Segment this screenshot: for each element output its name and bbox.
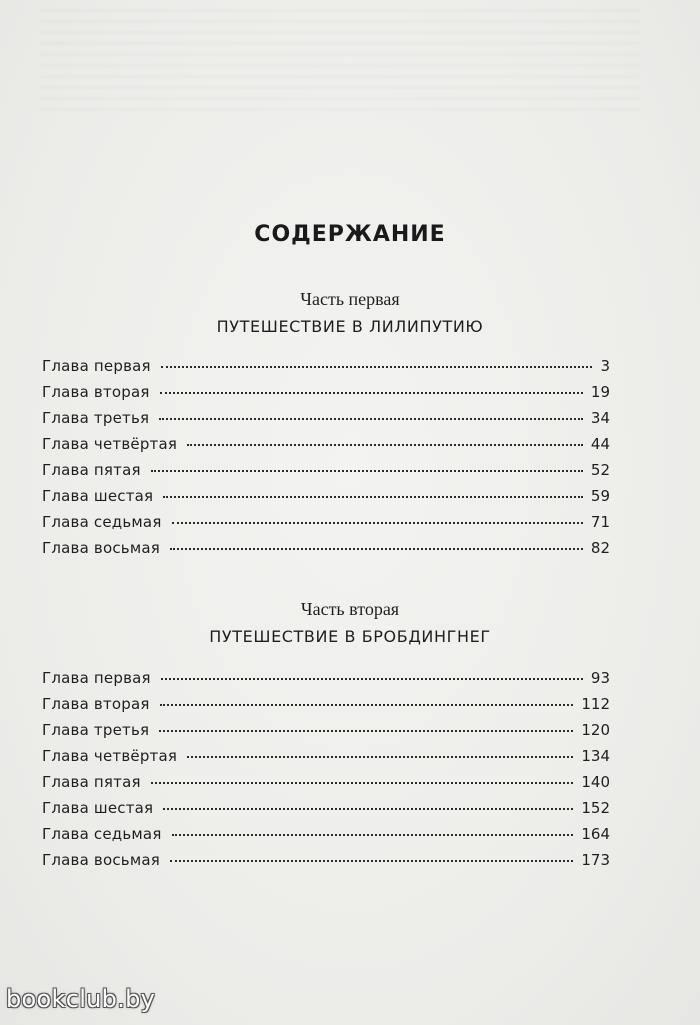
page-number: 164 <box>581 825 610 843</box>
dot-leader <box>160 703 574 706</box>
dot-leader <box>187 755 573 758</box>
chapter-label: Глава вторая <box>42 383 150 401</box>
dot-leader <box>172 521 583 524</box>
chapter-label: Глава восьмая <box>42 851 160 869</box>
dot-leader <box>160 391 583 394</box>
part-2-title: ПУТЕШЕСТВИЕ В БРОБДИНГНЕГ <box>209 627 491 646</box>
dot-leader <box>151 469 583 472</box>
page-number: 34 <box>590 409 610 427</box>
page-number: 82 <box>590 539 610 557</box>
toc-entry[interactable] <box>42 721 610 747</box>
toc-entry[interactable] <box>42 851 610 877</box>
dot-leader <box>163 495 583 498</box>
chapter-label: Глава пятая <box>42 461 141 479</box>
chapter-label: Глава четвёртая <box>42 435 178 453</box>
chapter-label: Глава седьмая <box>42 513 162 531</box>
page-number: 140 <box>581 773 610 791</box>
part-2-label: Часть вторая <box>300 599 400 619</box>
toc-entry[interactable] <box>42 799 610 825</box>
page-number: 59 <box>590 487 610 505</box>
part-1-title: ПУТЕШЕСТВИЕ В ЛИЛИПУТИЮ <box>216 317 484 336</box>
dot-leader <box>170 547 583 550</box>
part-1-chapter-list <box>42 357 610 565</box>
toc-entry[interactable] <box>42 747 610 773</box>
toc-entry[interactable] <box>42 383 610 409</box>
toc-entry[interactable] <box>42 513 610 539</box>
chapter-label: Глава третья <box>42 721 150 739</box>
chapter-label: Глава третья <box>42 409 150 427</box>
chapter-label: Глава первая <box>42 669 151 687</box>
chapter-label: Глава шестая <box>42 487 154 505</box>
chapter-label: Глава первая <box>42 357 151 375</box>
chapter-label: Глава шестая <box>42 799 154 817</box>
site-watermark: bookclub.by <box>6 985 156 1013</box>
chapter-label: Глава пятая <box>42 773 141 791</box>
toc-entry[interactable] <box>42 669 610 695</box>
toc-entry[interactable] <box>42 773 610 799</box>
toc-entry[interactable] <box>42 357 610 383</box>
dot-leader <box>161 365 593 368</box>
chapter-label: Глава вторая <box>42 695 150 713</box>
toc-entry[interactable] <box>42 409 610 435</box>
part-1-label: Часть первая <box>300 289 400 309</box>
chapter-label: Глава четвёртая <box>42 747 178 765</box>
page-number: 71 <box>590 513 610 531</box>
dot-leader <box>172 833 574 836</box>
dot-leader <box>159 417 583 420</box>
dot-leader <box>170 859 573 862</box>
dot-leader <box>159 729 573 732</box>
toc-entry[interactable] <box>42 539 610 565</box>
page-number: 19 <box>590 383 610 401</box>
toc-entry[interactable] <box>42 461 610 487</box>
page-number: 112 <box>581 695 610 713</box>
show-through-text <box>40 10 640 120</box>
part-2-chapter-list <box>42 669 610 877</box>
page-number: 173 <box>581 851 610 869</box>
page-number: 3 <box>600 357 610 375</box>
toc-title: СОДЕРЖАНИЕ <box>254 222 446 247</box>
dot-leader <box>187 443 583 446</box>
dot-leader <box>163 807 573 810</box>
toc-entry[interactable] <box>42 825 610 851</box>
dot-leader <box>151 781 574 784</box>
page-number: 152 <box>581 799 610 817</box>
page-number: 52 <box>590 461 610 479</box>
chapter-label: Глава седьмая <box>42 825 162 843</box>
chapter-label: Глава восьмая <box>42 539 160 557</box>
toc-entry[interactable] <box>42 487 610 513</box>
toc-entry[interactable] <box>42 695 610 721</box>
toc-entry[interactable] <box>42 435 610 461</box>
page-number: 120 <box>581 721 610 739</box>
page-number: 44 <box>590 435 610 453</box>
dot-leader <box>161 677 583 680</box>
page-number: 134 <box>581 747 610 765</box>
page-number: 93 <box>590 669 610 687</box>
